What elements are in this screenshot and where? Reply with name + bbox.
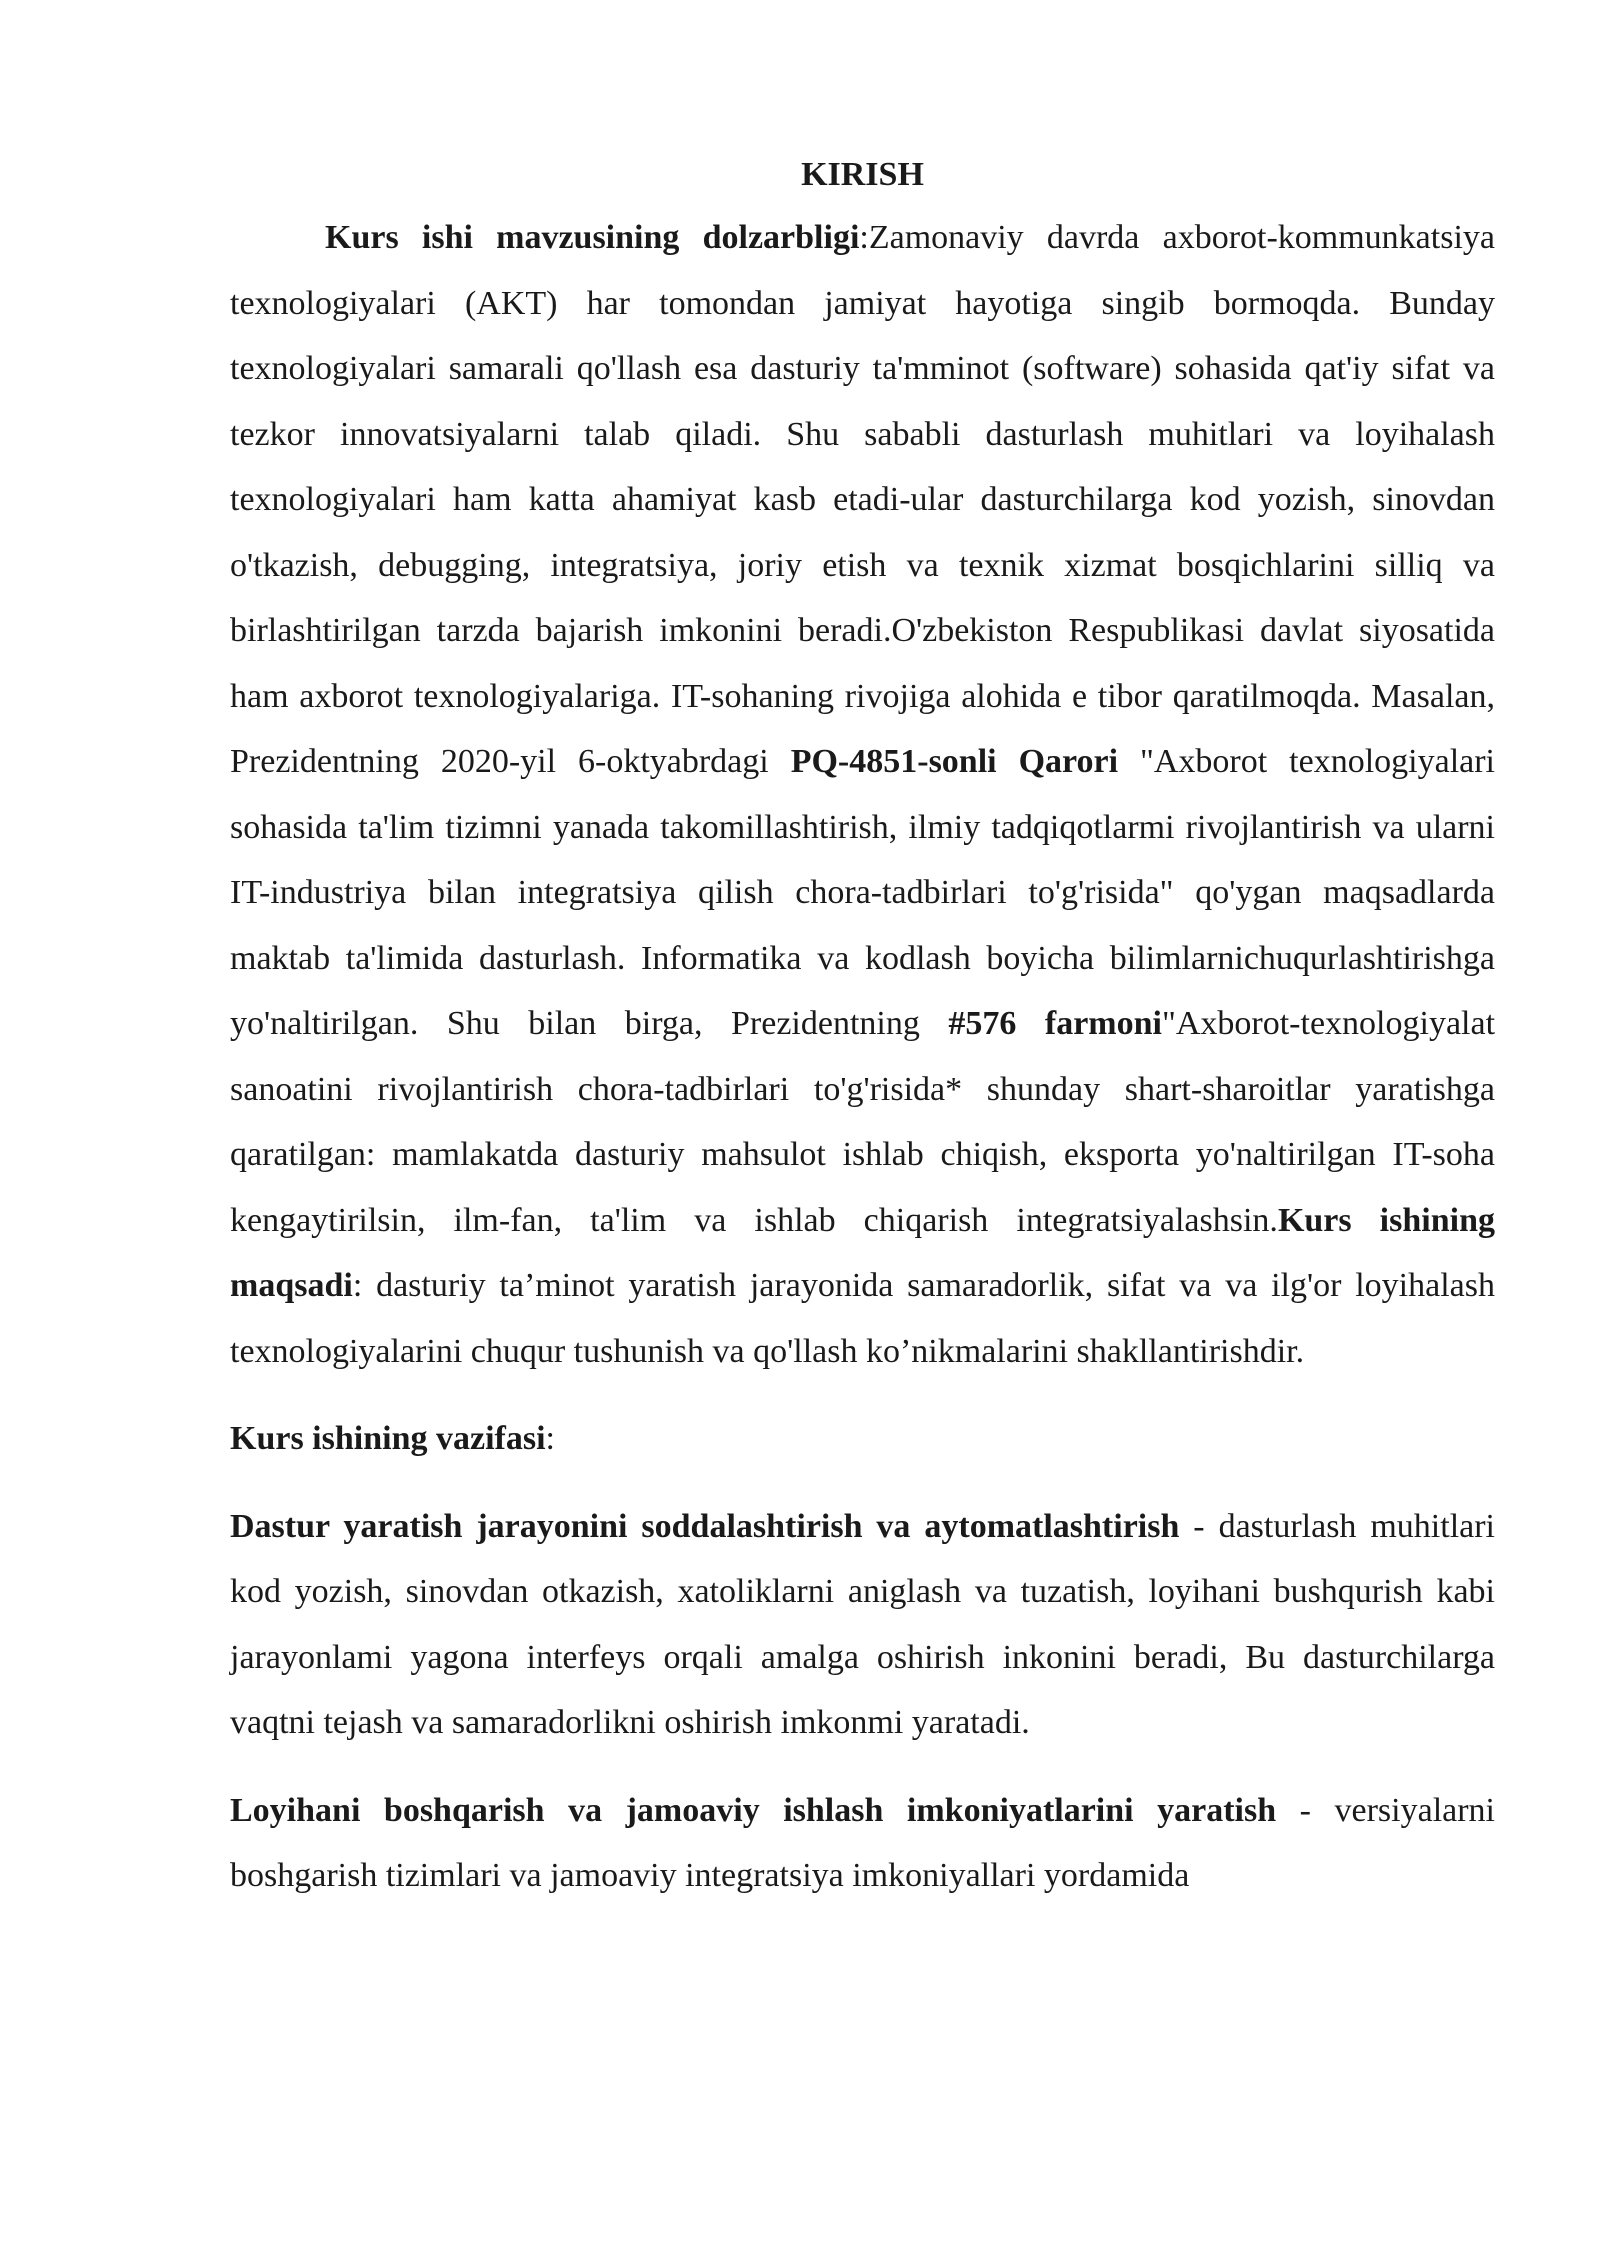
document-title: KIRISH xyxy=(801,156,924,193)
document-page xyxy=(230,145,1495,1909)
intro-text-4: : dasturiy ta’minot yaratish jarayonida samaradorlik, sifat va va ilg'or loyihalash texnologiyalarini chuqur tushunish va qo'llash ko’nikmalarini shakllantirishdir. xyxy=(230,1267,1495,1370)
farmon-reference: #576 farmoni xyxy=(948,1005,1162,1042)
task-2-heading: Loyihani boshqarish va jamoaviy ishlash imkoniyatlarini yaratish xyxy=(230,1791,1277,1829)
intro-paragraph xyxy=(230,205,1495,1384)
task-1-text: - dasturlash muhitlari kod yozish, sinovdan otkazish, xatoliklarni aniglash va tuzatish, loyihani bushqurish kabi jarayonlami yagona interfeys orqali amalga oshirish inkonini beradi, Bu dasturchilarga vaqtni tejash va samaradorlikni oshirish imkonmi yaratadi. xyxy=(230,1507,1496,1741)
task-1-heading: Dastur yaratish jarayonini soddalashtirish va aytomatlashtirish xyxy=(230,1507,1180,1545)
tasks-heading-suffix: : xyxy=(545,1420,555,1457)
task-2-paragraph xyxy=(230,1778,1495,1909)
tasks-heading: Kurs ishining vazifasi xyxy=(230,1420,546,1457)
task-1-paragraph xyxy=(230,1494,1495,1756)
intro-text-2: "Axborot texnologiyalari sohasida ta'lim tizimni yanada takomillashtirish, ilmiy tadqiqotlarmi rivojlantirish va ularni IT-industriya bilan integratsiya qilish chora-tadbirlari to'g'risida" qo'ygan maqsadlarda maktab ta'limida dasturlash. Informatika va kodlash boyicha bilimlarnichuqurlashtirishga yo'naltirilgan. Shu bilan birga, Prezidentning xyxy=(230,743,1496,1042)
tasks-heading-paragraph xyxy=(230,1406,1495,1472)
decree-reference: PQ-4851-sonli Qarori xyxy=(790,743,1119,780)
intro-text-1: :Zamonaviy davrda axborot-kommunkatsiya texnologiyalari (AKT) har tomondan jamiyat hayotiga singib bormoqda. Bunday texnologiyalari samarali qo'llash esa dasturiy ta'mminot (software) sohasida qat'iy sifat va tezkor innovatsiyalarni talab qiladi. Shu sababli dasturlash muhitlari va loyihalash texnologiyalari ham katta ahamiyat kasb etadi-ular dasturchilarga kod yozish, sinovdan o'tkazish, debugging, integratsiya, joriy etish va texnik xizmat bosqichlarini silliq va birlashtirilgan tarzda bajarish imkonini beradi.O'zbekiston Respublikasi davlat siyosatida ham axborot texnologiyalariga. IT-sohaning rivojiga alohida e tibor qaratilmoqda. Masalan, Prezidentning 2020-yil 6-oktyabrdagi xyxy=(230,219,1495,780)
goal-heading: Kurs ishining maqsadi xyxy=(230,1201,1495,1304)
intro-text-3: "Axborot-texnologiyalat sanoatini rivojlantirish chora-tadbirlari to'g'risida* shunday shart-sharoitlar yaratishga qaratilgan: mamlakatda dasturiy mahsulot ishlab chiqish, eksporta yo'naltirilgan IT-soha kengaytirilsin, ilm-fan, ta'lim va ishlab chiqarish integratsiyalashsin. xyxy=(230,1005,1496,1239)
task-2-text: - versiyalarni boshgarish tizimlari va jamoaviy integratsiya imkoniyallari yordamida xyxy=(230,1791,1496,1894)
relevance-heading: Kurs ishi mavzusining dolzarbligi xyxy=(325,219,860,256)
